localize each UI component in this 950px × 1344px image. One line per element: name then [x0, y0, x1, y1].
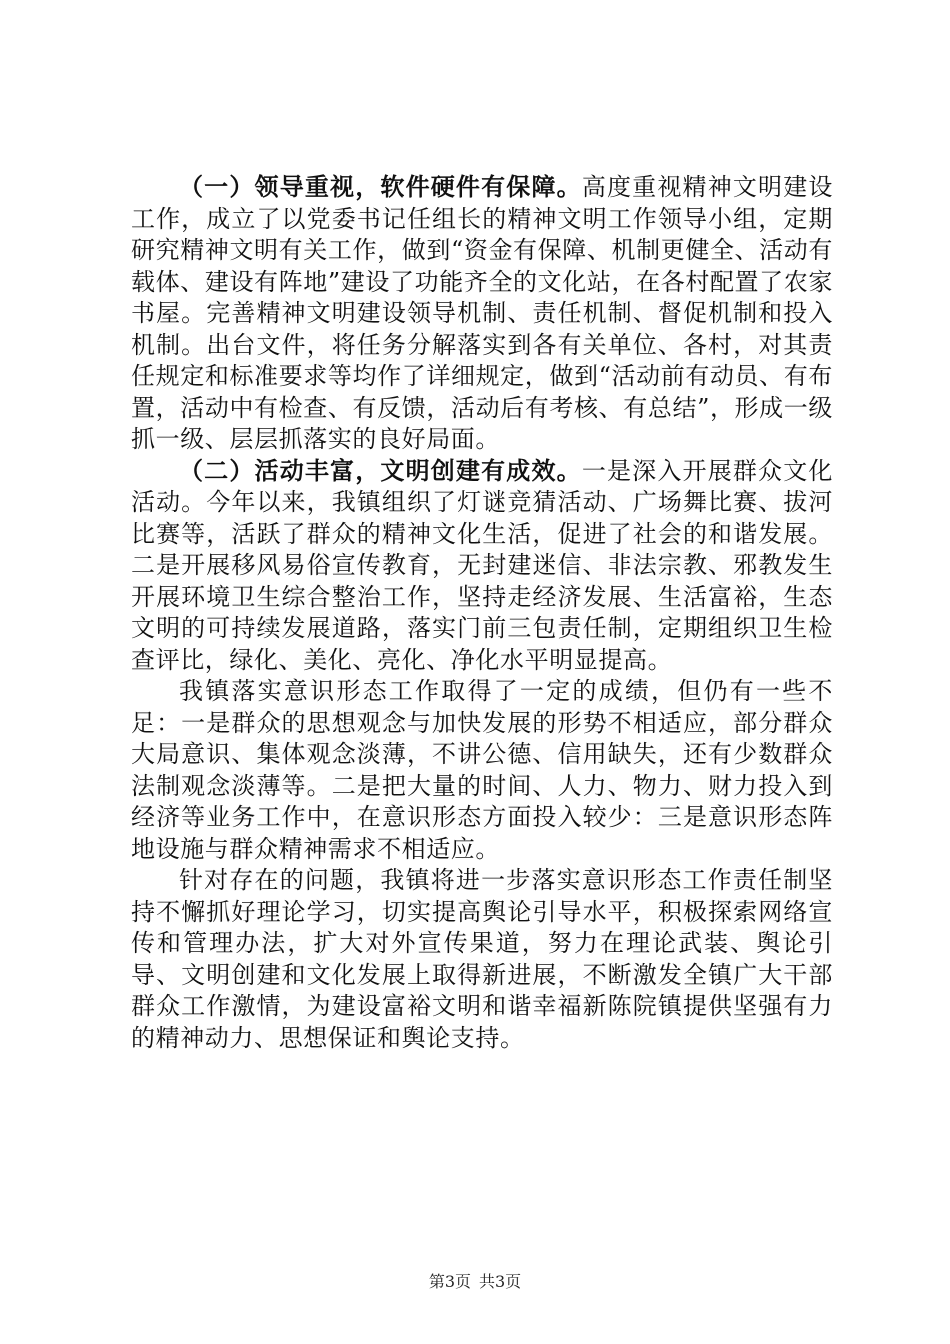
page-total: 共3页	[479, 1272, 522, 1291]
paragraph-leadership	[131, 172, 833, 456]
paragraph-text: 针对存在的问题，我镇将进一步落实意识形态工作责任制坚持不懈抓好理论学习，切实提高舆论引导水平，积极探索网络宣传和管理办法，扩大对外宣传果道，努力在理论武装、舆论引导、文明创建和文化发展上取得新进展，不断激发全镇广大干部群众工作激情，为建设富裕文明和谐幸福新陈院镇提供坚强有力的精神动力、思想保证和舆论支持。	[131, 866, 833, 1052]
paragraph-activities	[131, 456, 833, 677]
paragraph-text: 我镇落实意识形态工作取得了一定的成绩，但仍有一些不足：一是群众的思想观念与加快发展的形势不相适应，部分群众大局意识、集体观念淡薄，不讲公德、信用缺失，还有少数群众法制观念淡薄等。二是把大量的时间、人力、物力、财力投入到经济等业务工作中，在意识形态方面投入较少：三是意识形态阵地设施与群众精神需求不相适应。	[131, 677, 833, 863]
paragraph-text: 高度重视精神文明建设工作，成立了以党委书记任组长的精神文明工作领导小组，定期研究精神文明有关工作，做到“资金有保障、机制更健全、活动有载体、建设有阵地”建设了功能齐全的文化站，在各村配置了农家书屋。完善精神文明建设领导机制、责任机制、督促机制和投入机制。出台文件，将任务分解落实到各有关单位、各村，对其责任规定和标准要求等均作了详细规定，做到“活动前有动员、有布置，活动中有检查、有反馈，活动后有考核、有总结”，形成一级抓一级、层层抓落实的良好局面。	[131, 173, 833, 453]
paragraph-heading: （二）活动丰富，文明创建有成效。	[179, 456, 582, 485]
page-number: 第3页	[428, 1272, 471, 1291]
document-body	[131, 172, 833, 1054]
paragraph-heading: （一）领导重视，软件硬件有保障。	[179, 173, 582, 201]
page-footer	[0, 1272, 950, 1292]
paragraph-text: 一是深入开展群众文化活动。今年以来，我镇组织了灯谜竞猜活动、广场舞比赛、拔河比赛等，活跃了群众的精神文化生活，促进了社会的和谐发展。二是开展移风易俗宣传教育，无封建迷信、非法宗教、邪教发生开展环境卫生综合整治工作，坚持走经济发展、生活富裕，生态文明的可持续发展道路，落实门前三包责任制，定期组织卫生检查评比，绿化、美化、亮化、净化水平明显提高。	[131, 456, 833, 674]
paragraph-measures	[131, 865, 833, 1054]
paragraph-shortcomings	[131, 676, 833, 865]
